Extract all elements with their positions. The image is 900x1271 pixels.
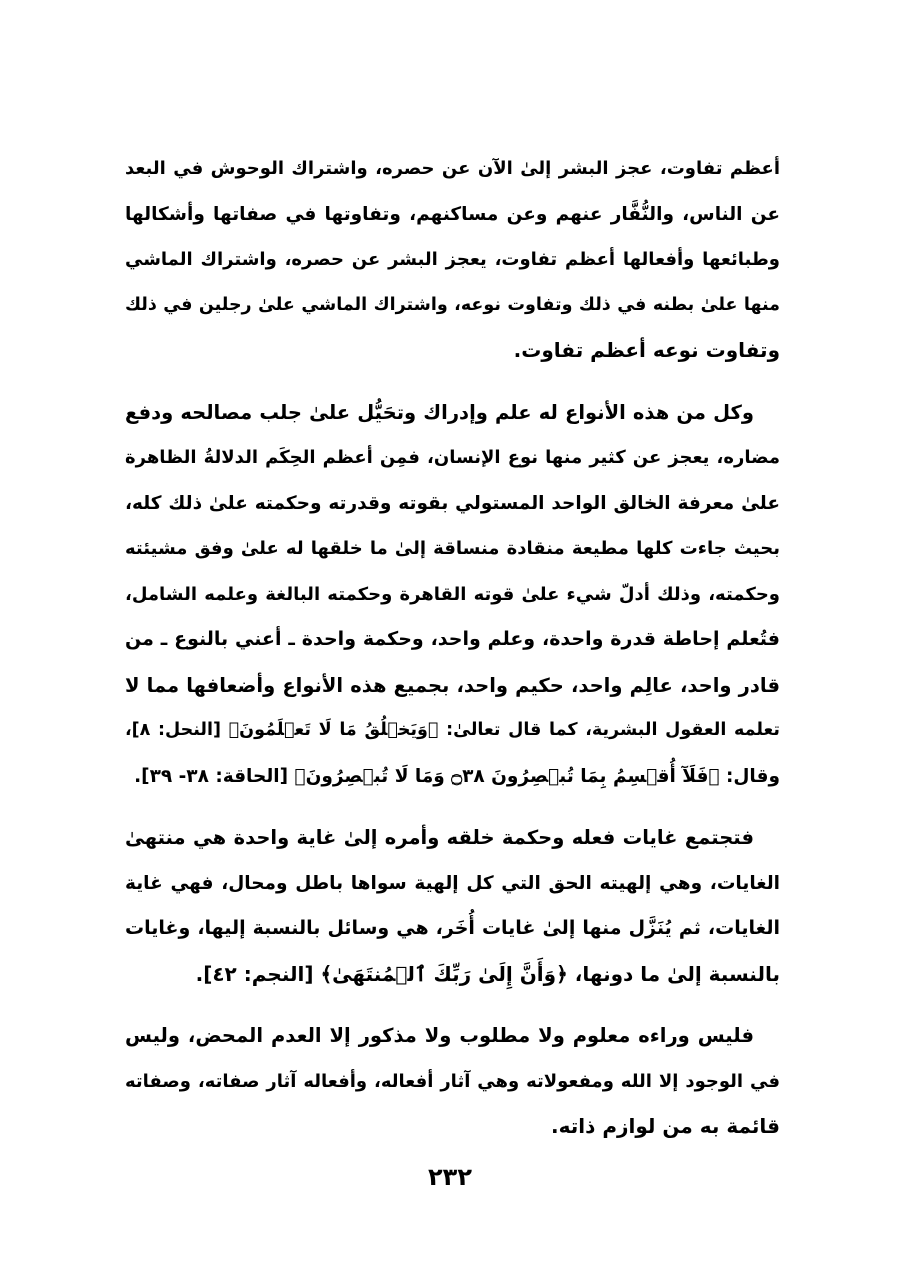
text-line: فتجتمع غايات فعله وحكمة خلقه وأمره إلىٰ غاية واحدة هي منتهىٰ (125, 826, 754, 849)
text-line: أعظم تفاوت، عجز البشر إلىٰ الآن عن حصره، واشتراك الوحوش في البعد (125, 158, 780, 179)
page-number: ٢٣٢ (428, 1163, 472, 1191)
text-line: قادر واحد، عالِم واحد، حكيم واحد، بجميع هذه الأنواع وأضعافها مما لا (125, 673, 780, 697)
text-line: فليس وراءه معلوم ولا مطلوب ولا مذكور إلا العدم المحض، وليس (125, 1024, 754, 1047)
text-line: تعلمه العقول البشرية، كما قال تعالىٰ: ﴿وَيَخۡلُقُ مَا لَا تَعۡلَمُونَ﴾ [النحل: ٨]، (125, 720, 780, 740)
text-line: وحكمته، وذلك أدلّ شيء علىٰ قوته القاهرة وحكمته البالغة وعلمه الشامل، (125, 583, 780, 605)
text-line: وتفاوت نوعه أعظم تفاوت. (513, 338, 780, 362)
text-line: الغايات، وهي إلهيته الحق التي كل إلهية سواها باطل ومحال، فهي غاية (125, 872, 780, 894)
text-line: مضاره، يعجز عن كثير منها نوع الإنسان، فمِن أعظم الحِكَم الدلالةُ الظاهرة (125, 447, 780, 468)
text-line: بالنسبة إلىٰ ما دونها، ﴿وَأَنَّ إِلَىٰ رَبِّكَ ٱلۡمُنتَهَىٰ﴾ [النجم: ٤٢]. (195, 961, 780, 986)
paragraph (125, 1013, 780, 1150)
text-line: الغايات، ثم يُنَزَّل منها إلىٰ غايات أُخَر، هي وسائل بالنسبة إليها، وغايات (125, 917, 780, 939)
text-line: علىٰ معرفة الخالق الواحد المستولي بقوته وقدرته وحكمته علىٰ ذلك كله، (125, 492, 780, 514)
page-body (125, 146, 780, 1166)
text-line: عن الناس، والنُّفَّار عنهم وعن مساكنهم، وتفاوتها في صفاتها وأشكالها (125, 203, 780, 225)
text-line: وطبائعها وأفعالها أعظم تفاوت، يعجز البشر عن حصره، واشتراك الماشي (125, 249, 780, 270)
paragraph (125, 390, 780, 800)
text-line: منها علىٰ بطنه في ذلك وتفاوت نوعه، واشتراك الماشي علىٰ رجلين في ذلك (125, 294, 780, 315)
text-line: بحيث جاءت كلها مطيعة منقادة منساقة إلىٰ ما خلقها له علىٰ وفق مشيئته (125, 538, 780, 559)
text-line: قائمة به من لوازم ذاته. (551, 1114, 780, 1138)
text-line: وكل من هذه الأنواع له علم وإدراك وتحَيُّل علىٰ جلب مصالحه ودفع (125, 400, 754, 424)
text-line: فتُعلم إحاطة قدرة واحدة، وعلم واحد، وحكمة واحدة ـ أعني بالنوع ـ من (125, 628, 780, 650)
paragraph (125, 815, 780, 997)
text-line: في الوجود إلا الله ومفعولاته وهي آثار أفعاله، وأفعاله آثار صفاته، وصفاته (125, 1070, 780, 1092)
text-line: وقال: ﴿فَلَآ أُقۡسِمُ بِمَا تُبۡصِرُونَ ۝٣٨ وَمَا لَا تُبۡصِرُونَ﴾ [الحاقة: ٣٨- ٣٩]. (134, 765, 780, 787)
paragraph (125, 146, 780, 374)
